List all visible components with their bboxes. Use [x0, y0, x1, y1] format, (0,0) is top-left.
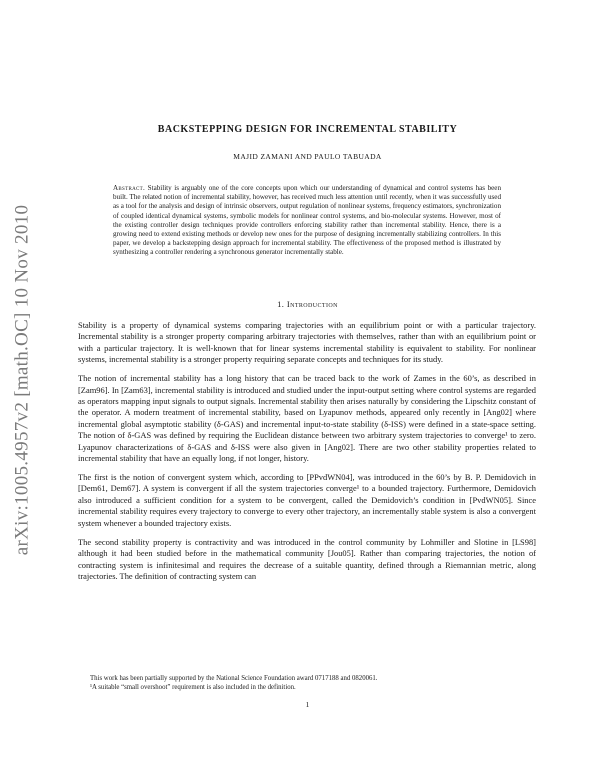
paragraph: The notion of incremental stability has a long history that can be traced back to the work of Zames in the 60’s, as described in [Zam96]. In [Zam63], incremental stability is introduced and studied under the input-output setting where control systems are regarded as operators mapping input signals to output signals. Incremental stability then arises naturally by considering the Lipschitz constant of the operator. A modern treatment of incremental stability, based on Lyapunov methods, appeared only recently in [Ang02] where incremental global asymptotic stability (δ-GAS) and incremental input-to-state stability (δ-ISS) were defined in a state-space setting. The notion of δ-GAS was defined by requiring the Euclidean distance between two arbitrary system trajectories to converge¹ to zero. Lyapunov characterizations of δ-GAS and δ-ISS were also given in [Ang02]. There are two other stability properties related to incremental stability that have an equally long, if not longer, history.: [78, 373, 536, 464]
paper-authors: MAJID ZAMANI AND PAULO TABUADA: [233, 152, 382, 161]
paper-title: BACKSTEPPING DESIGN FOR INCREMENTAL STABILITY: [157, 124, 458, 135]
footnote-funding: This work has been partially supported by the National Science Foundation award 0717188 and 0820061.: [90, 675, 378, 682]
footnotes: [78, 674, 536, 692]
body-text: [78, 320, 536, 590]
page-number: 1: [305, 700, 310, 709]
abstract-label: Abstract.: [113, 184, 146, 192]
footnote-1: ¹A suitable “small overshoot” requirement is also included in the definition.: [90, 684, 296, 691]
paragraph: Stability is a property of dynamical systems comparing trajectories with an equilibrium point or with a particular trajectory. Incremental stability is a stronger property comparing arbitrary trajectories with themselves, rather than with an equilibrium point or with a particular trajectory. It is well-known that for linear systems incremental stability is equivalent to stability. For nonlinear systems, incremental stability is a stronger property requiring separate concepts and techniques for its study.: [78, 320, 536, 365]
paragraph: The second stability property is contractivity and was introduced in the control community by Lohmiller and Slotine in [LS98] although it had been studied before in the mathematical community [Jou05]. Rather than comparing trajectories, the notion of contracting system is infinitesimal and requires the decrease of a suitable quantity, defined through a Riemannian metric, along trajectories. The definition of contracting system can: [78, 536, 536, 581]
section-heading: 1. Introduction: [277, 299, 338, 309]
arxiv-identifier: [8, 165, 36, 595]
abstract-text: Stability is arguably one of the core concepts upon which our understanding of dynamical and control systems has been built. The related notion of incremental stability, however, has received much less attention until recently, when it was successfully used as a tool for the analysis and design of intrinsic observers, output regulation of nonlinear systems, frequency estimators, synchronization of coupled identical dynamical systems, symbolic models for nonlinear control systems, and bio-molecular systems. However, most of the existing controller design techniques provide controllers enforcing stability rather than incremental stability. Hence, there is a growing need to extend existing methods or develop new ones for the purpose of designing incrementally stabilizing controllers. In this paper, we develop a backstepping design approach for incremental stability. The effectiveness of the proposed method is illustrated by synthesizing a controller rendering a synchronous generator incrementally stable.: [113, 184, 501, 257]
arxiv-identifier-text: arXiv:1005.4957v2 [math.OC] 10 Nov 2010: [11, 204, 32, 556]
paragraph: The first is the notion of convergent system which, according to [PPvdWN04], was introduced in the 60’s by B. P. Demidovich in [Dem61, Dem67]. A system is convergent if all the system trajectories converge¹ to a bounded trajectory. Furthermore, Demidovich also introduced a sufficient condition for a system to be convergent, called the Demidovich’s condition in [PvdWN05]. Since incremental stability requires every trajectory to converge to every other trajectory, an incrementally stable system is also a convergent system whenever a bounded trajectory exists.: [78, 472, 536, 528]
abstract: [113, 184, 501, 258]
